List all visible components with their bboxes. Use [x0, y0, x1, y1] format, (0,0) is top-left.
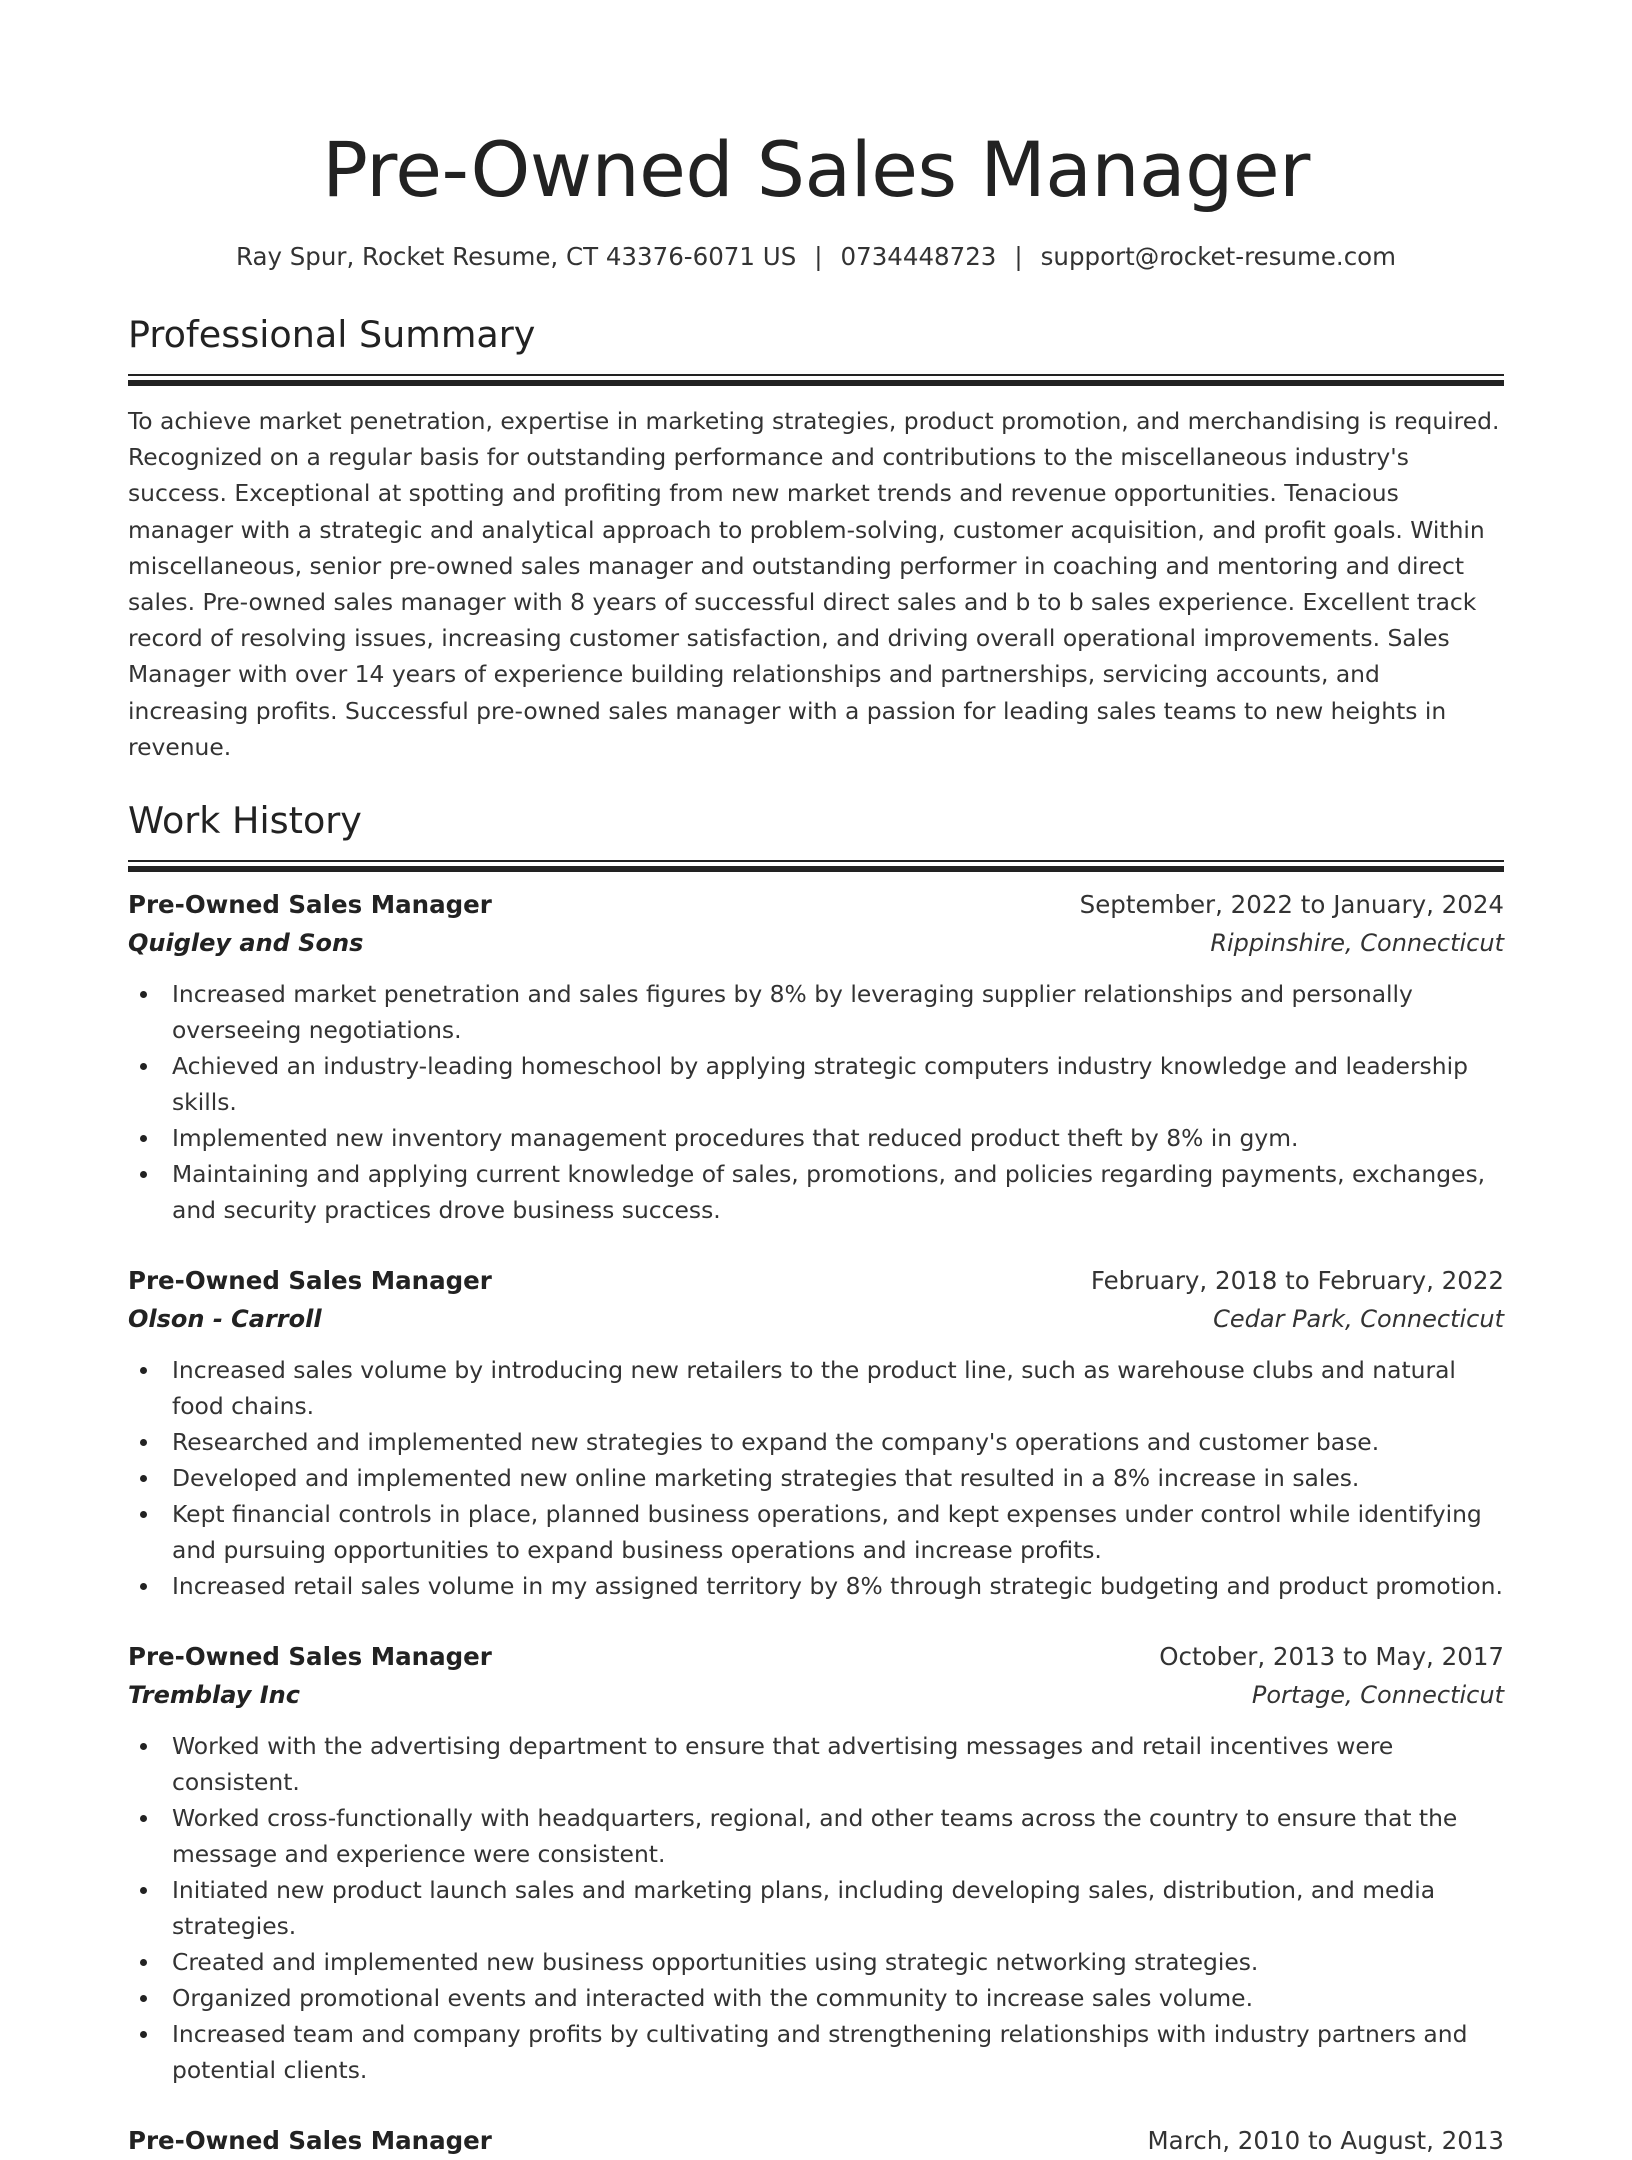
- work-history-heading: Work History: [128, 799, 362, 843]
- job-bullet: [172, 976, 1504, 1048]
- contact-phone: 0734448723: [840, 242, 997, 271]
- bullet-dot: [140, 1063, 147, 1070]
- summary-section: [128, 310, 1504, 765]
- job-header-row: [128, 886, 1504, 924]
- job-dates: October, 2013 to May, 2017: [1159, 1642, 1504, 1672]
- job-bullet-text: Increased market penetration and sales figures by 8% by leveraging supplier relationships and personally overseeing negotiations.: [172, 980, 1413, 1045]
- job-title: Pre-Owned Sales Manager: [128, 1266, 492, 1296]
- job-entry: [128, 1262, 1504, 1604]
- job-title: Pre-Owned Sales Manager: [128, 1642, 492, 1672]
- contact-address: Ray Spur, Rocket Resume, CT 43376-6071 US: [235, 242, 797, 271]
- job-bullet-text: Developed and implemented new online marketing strategies that resulted in a 8% increase in sales.: [172, 1464, 1360, 1493]
- job-bullets: [128, 1352, 1504, 1604]
- job-title: Pre-Owned Sales Manager: [128, 890, 492, 920]
- job-bullet: [172, 1424, 1504, 1460]
- job-bullet: [172, 1800, 1504, 1872]
- job-title: Pre-Owned Sales Manager: [128, 2126, 492, 2156]
- job-bullet-text: Implemented new inventory management procedures that reduced product theft by 8% in gym.: [172, 1124, 1299, 1153]
- contact-separator: |: [1014, 242, 1023, 271]
- job-bullet: [172, 1156, 1504, 1228]
- job-bullet: [172, 1980, 1504, 2016]
- bullet-dot: [140, 1887, 147, 1894]
- job-bullet-text: Achieved an industry-leading homeschool by applying strategic computers industry knowledge and leadership skills.: [172, 1052, 1468, 1117]
- job-bullet: [172, 1352, 1504, 1424]
- job-dates: March, 2010 to August, 2013: [1147, 2126, 1504, 2156]
- job-bullets: [128, 976, 1504, 1228]
- job-location: Portage, Connecticut: [1251, 1681, 1504, 1710]
- job-dates: February, 2018 to February, 2022: [1090, 1266, 1504, 1296]
- bullet-dot: [140, 1959, 147, 1966]
- bullet-dot: [140, 1475, 147, 1482]
- job-company: Olson - Carroll: [128, 1305, 322, 1334]
- job-bullet: [172, 1568, 1504, 1604]
- job-dates: September, 2022 to January, 2024: [1079, 890, 1504, 920]
- job-entry: [128, 1638, 1504, 2088]
- job-location: Rippinshire, Connecticut: [1210, 929, 1504, 958]
- job-header-row: [128, 1262, 1504, 1300]
- job-bullet-text: Created and implemented new business opportunities using strategic networking strategies.: [172, 1948, 1259, 1977]
- job-bullet-text: Initiated new product launch sales and marketing plans, including developing sales, distribution, and media strategies.: [172, 1876, 1436, 1941]
- job-bullet-text: Researched and implemented new strategies to expand the company's operations and customer base.: [172, 1428, 1380, 1457]
- contact-separator: |: [814, 242, 823, 271]
- job-company-row: [128, 924, 1504, 962]
- bullet-dot: [140, 1995, 147, 2002]
- job-header-row: [128, 1638, 1504, 1676]
- bullet-dot: [140, 991, 147, 998]
- job-location: Cedar Park, Connecticut: [1213, 1305, 1504, 1334]
- job-company-row: [128, 1300, 1504, 1338]
- work-history-section: [128, 796, 1504, 2160]
- bullet-dot: [140, 1135, 147, 1142]
- job-bullet-text: Worked with the advertising department to ensure that advertising messages and retail incentives were consistent.: [172, 1732, 1394, 1797]
- job-bullet-text: Worked cross-functionally with headquarters, regional, and other teams across the country to ensure that the message and experience were consistent.: [172, 1804, 1458, 1869]
- job-company: Tremblay Inc: [128, 1681, 300, 1710]
- bullet-dot: [140, 1439, 147, 1446]
- bullet-dot: [140, 1815, 147, 1822]
- section-divider: [128, 860, 1504, 862]
- bullet-dot: [140, 1171, 147, 1178]
- job-header-row: [128, 2122, 1504, 2160]
- job-entry: [128, 886, 1504, 1228]
- job-bullets: [128, 1728, 1504, 2088]
- job-bullet: [172, 1460, 1504, 1496]
- job-bullet-text: Increased team and company profits by cultivating and strengthening relationships with industry partners and potential clients.: [172, 2020, 1468, 2085]
- job-entry: [128, 2122, 1504, 2160]
- job-bullet-text: Increased retail sales volume in my assigned territory by 8% through strategic budgeting and product promotion.: [172, 1572, 1503, 1601]
- job-bullet-text: Organized promotional events and interacted with the community to increase sales volume.: [172, 1984, 1254, 2013]
- job-bullet-text: Kept financial controls in place, planned business operations, and kept expenses under control while identifying and pursuing opportunities to expand business operations and increase profits.: [172, 1500, 1482, 1565]
- job-bullet: [172, 1944, 1504, 1980]
- contact-email: support@rocket-resume.com: [1040, 242, 1397, 271]
- job-bullet: [172, 1872, 1504, 1944]
- job-bullet: [172, 1048, 1504, 1120]
- job-company: Quigley and Sons: [128, 929, 364, 958]
- section-divider: [128, 374, 1504, 376]
- job-company-row: [128, 1676, 1504, 1714]
- bullet-dot: [140, 1743, 147, 1750]
- bullet-dot: [140, 1583, 147, 1590]
- resume-name: Pre-Owned Sales Manager: [322, 125, 1310, 214]
- summary-text: To achieve market penetration, expertise in marketing strategies, product promotion, and merchandising is required. Recognized on a regular basis for outstanding performance and contributions to the miscellaneous industry's success. Exceptional at spotting and profiting from new market trends and revenue opportunities. Tenacious manager with a strategic and analytical approach to problem-solving, customer acquisition, and profit goals. Within miscellaneous, senior pre-owned sales manager and outstanding performer in coaching and mentoring and direct sales. Pre-owned sales manager with 8 years of successful direct sales and b to b sales experience. Excellent track record of resolving issues, increasing customer satisfaction, and driving overall operational improvements. Sales Manager with over 14 years of experience building relationships and partnerships, servicing accounts, and increasing profits. Successful pre-owned sales manager with a passion for leading sales teams to new heights in revenue.: [128, 407, 1500, 761]
- contact-line: [128, 240, 1504, 274]
- job-bullet-text: Maintaining and applying current knowledge of sales, promotions, and policies regarding payments, exchanges, and security practices drove business success.: [172, 1160, 1486, 1225]
- bullet-dot: [140, 2031, 147, 2038]
- summary-heading: Professional Summary: [128, 313, 536, 356]
- bullet-dot: [140, 1511, 147, 1518]
- resume-page: [128, 0, 1504, 2160]
- job-bullet: [172, 1120, 1504, 1156]
- job-bullet: [172, 2016, 1504, 2088]
- job-bullet-text: Increased sales volume by introducing new retailers to the product line, such as warehouse clubs and natural food chains.: [172, 1356, 1456, 1421]
- bullet-dot: [140, 1367, 147, 1374]
- job-bullet: [172, 1496, 1504, 1568]
- job-bullet: [172, 1728, 1504, 1800]
